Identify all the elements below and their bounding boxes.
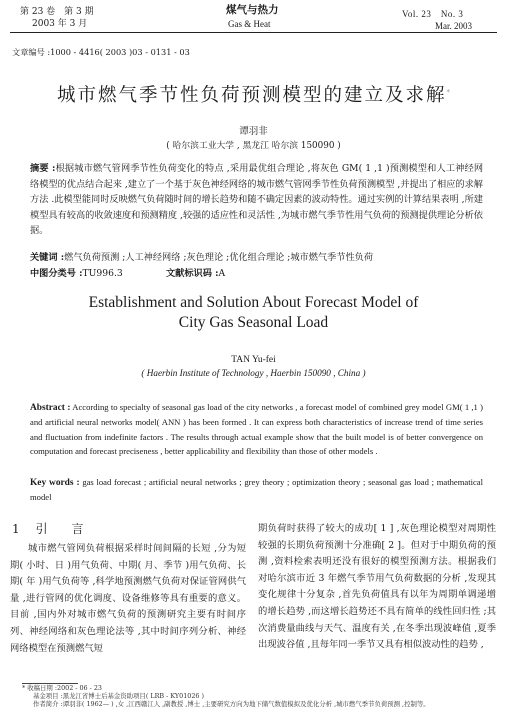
title-footnote-mark: * [446, 88, 450, 97]
abstract-cn [30, 161, 483, 239]
footnote-fund: 基金项目 :黑龙江省博士后基金资助项目( LRB - KY01026 ) [33, 692, 204, 700]
affiliation-cn: ( 哈尔滨工业大学 , 黑龙江 哈尔滨 150090 ) [166, 141, 341, 151]
footnote-author: 作者简介 :谭羽非( 1962— ) ,女 ,江西赣江人 ,副教授 ,博士 ,主要研究方向为地下储气数值模拟及优化分析 ,城市燃气季节负荷预测 ,控制等。 [33, 700, 430, 708]
doc-code-label: 文献标识码 : [166, 268, 219, 279]
header-journal-cn: 煤气与热力 [226, 4, 279, 16]
title-cn: 城市燃气季节性负荷预测模型的建立及求解 [56, 85, 447, 106]
abstract-cn-label: 摘要 : [30, 163, 56, 174]
header-date-en: Mar. 2003 [435, 21, 472, 31]
keywords-cn-label: 关键词 : [30, 252, 65, 263]
title-en-line2: City Gas Seasonal Load [178, 314, 329, 331]
document-code [166, 266, 225, 282]
keywords-en-text: gas load forecast ; artificial neural networks ; grey theory ; optimization theory ; seasonal gas load ; mathematical model [30, 477, 483, 503]
abstract-en-label: Abstract : [30, 403, 71, 413]
footnote-received-text: 收稿日期 :2002 - 06 - 23 [27, 684, 102, 692]
header-rule [10, 32, 497, 33]
section-heading [12, 520, 83, 537]
keywords-en [30, 475, 483, 505]
section-title: 引 言 [35, 522, 84, 536]
clc-number [30, 266, 123, 282]
article-number: 文章编号 :1000 - 4416( 2003 )03 - 0131 - 03 [12, 47, 190, 57]
abstract-en-text: According to specialty of seasonal gas load of the city networks , a forecast model of combined grey model GM( 1 ,1 ) and artificial neural networks model( ANN ) has been formed . It can express both characteristics of increase trend of time series and fluctuation from indefinite factors . The results through actual example show that the built model is of better convergence on computation and forecast preciseness , better applicability and flexibility than those of other models . [30, 402, 483, 457]
clc-label: 中图分类号 : [30, 268, 83, 279]
title-en-line1: Establishment and Solution About Forecast Model of [88, 294, 419, 311]
header-volume-cn: 第 23 卷 第 3 期 [20, 7, 94, 17]
body-right-column: 期负荷时获得了较大的成功[ 1 ] ,灰色理论模型对周期性较强的长期负荷预测十分准确[ 2 ]。但对于中期负荷的预测 ,资料检索表明还没有很好的模型预测方法。根据我们对哈尔滨市近 3 年燃气季节用气负荷数据的分析 ,发现其变化规律十分复杂 ,首先负荷值具有以年为周期单调递增的增长趋势 ,而这增长趋势还不具有简单的线性回归性 ;其次消费量曲线与天气、温度有关 ,在冬季出现波峰值 ,夏季出现波谷值 ,且每年同一季节又具有相似波动性的趋势 , [258, 523, 496, 651]
section-number: 1 [12, 522, 20, 536]
keywords-cn [30, 250, 483, 266]
header-volume-en: Vol. 23 No. 3 [402, 9, 464, 19]
affiliation-en: ( Haerbin Institute of Technology , Haerbin 150090 , China ) [141, 368, 366, 378]
header-journal-en: Gas & Heat [228, 19, 271, 29]
footnote-received [22, 684, 102, 692]
header-date-cn: 2003 年 3 月 [32, 19, 88, 29]
author-cn: 谭羽非 [239, 126, 268, 137]
footnote-mark: * [22, 684, 26, 692]
keywords-cn-text: 燃气负荷预测 ;人工神经网络 ;灰色理论 ;优化组合理论 ;城市燃气季节性负荷 [64, 252, 374, 263]
keywords-en-label: Key words : [30, 478, 80, 488]
abstract-en [30, 400, 483, 459]
author-en: TAN Yu-fei [231, 355, 276, 365]
doc-code-value: A [218, 268, 226, 279]
clc-value: TU996.3 [82, 268, 123, 279]
body-left-column: 城市燃气管网负荷根据采样时间间隔的长短 ,分为短期( 小时、日 )用气负荷、中期( 月、季节 )用气负荷、长期( 年 )用气负荷等 ,科学地预测燃气负荷对保证管网供气量 ,进行管网的优化调度、设备维修等具有重要的意义。目前 ,国内外对城市燃气负荷的预测研究主要有时间序列、神经网络和灰色理论法等 ,其中时间序列分析、神经网络模型在预测燃气短 [10, 543, 246, 654]
abstract-cn-text: 根据城市燃气管网季节性负荷变化的特点 ,采用最优组合理论 ,将灰色 GM( 1 ,1 )预测模型和人工神经网络模型的优点结合起来 ,建立了一个基于灰色神经网络的城市燃气管网季节性负荷预测模型 ,并提出了相应的求解方法 .此模型能同时反映燃气负荷随时间的增长趋势和随不确定因素的波动特性。通过实例的计算结果表明 ,所建模型具有较高的收敛速度和预测精度 ,较强的适应性和灵活性 ,为城市燃气季节性用气负荷的预测提供理论分析依据。 [30, 163, 484, 236]
title-block-cn [0, 81, 507, 107]
